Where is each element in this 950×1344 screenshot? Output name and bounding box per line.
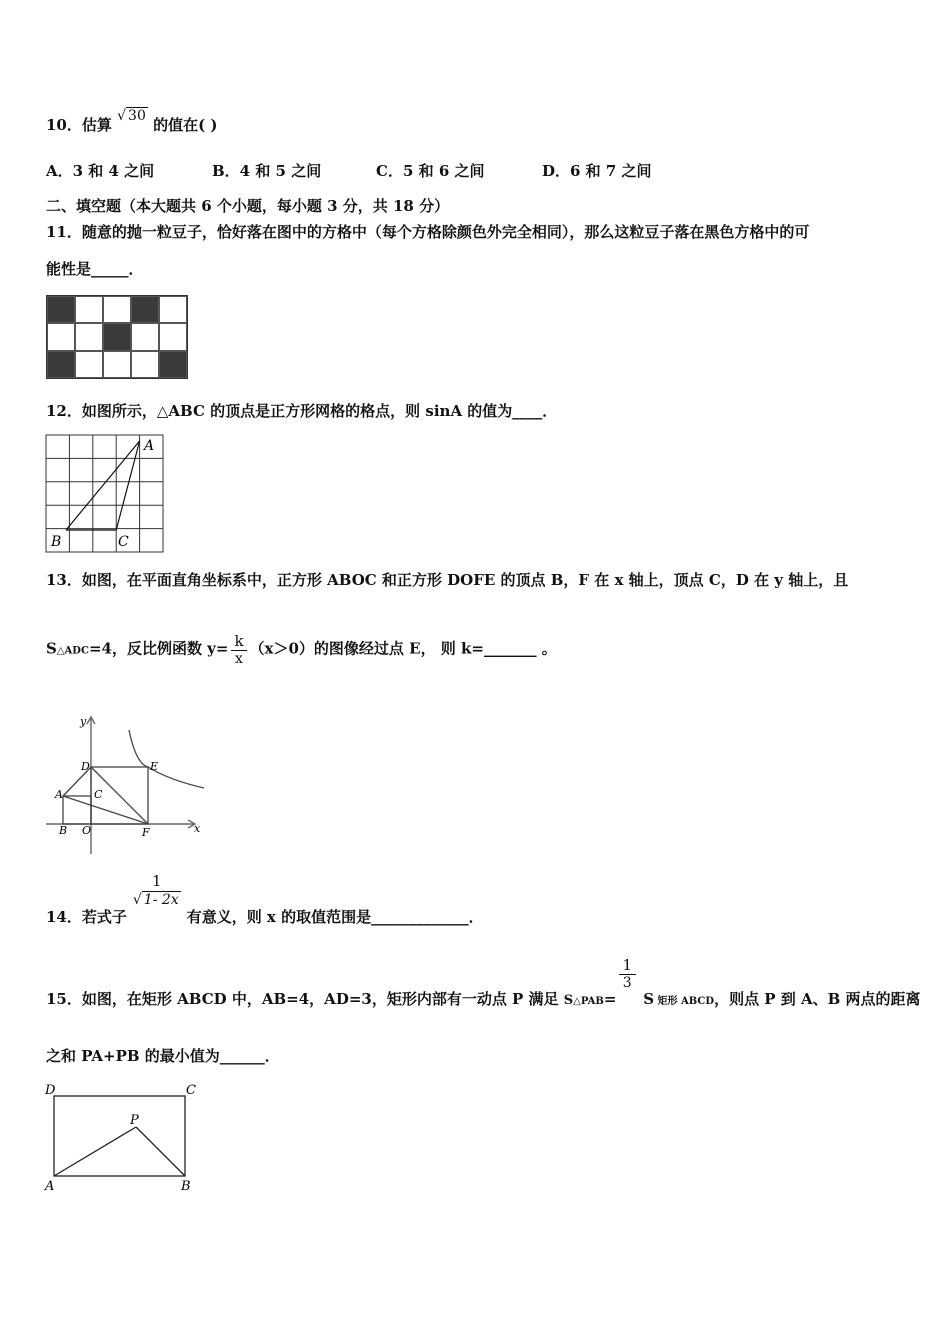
- q13-equation: =4，反比例函数 y=: [88, 639, 229, 658]
- q14-radicand: 1- 2x: [143, 892, 179, 908]
- s-symbol: S: [46, 639, 57, 658]
- q14-suffix: 有意义，则 x 的取值范围是_____________．: [186, 908, 484, 926]
- q10-radicand: 30: [128, 108, 146, 124]
- axis-label-x: x: [194, 822, 201, 835]
- axis-label-y: y: [80, 715, 87, 728]
- fraction-numerator: 1: [152, 872, 162, 890]
- q15-stem-line2: 之和 PA+PB 的最小值为______．: [46, 1047, 280, 1065]
- q11-stem-line1: 11．随意的抛一粒豆子，恰好落在图中的方格中（每个方格除颜色外完全相同），那么这粒豆子落在黑色方格中的可: [46, 223, 810, 241]
- grid-cell-white: [75, 296, 103, 323]
- q13-tail: （x＞0）的图像经过点 E， 则 k=_______ 。: [249, 639, 557, 658]
- label-a: A: [45, 1179, 55, 1194]
- fraction-one-over-sqrt: [129, 872, 185, 908]
- grid-cell-white: [75, 351, 103, 378]
- q10-option-d: D．6 和 7 之间: [542, 162, 652, 180]
- rectangle-figure: [44, 1080, 204, 1194]
- q15-stem-line1: [46, 956, 921, 1008]
- q15-prefix: 15．如图，在矩形 ABCD 中，AB=4，AD=3，矩形内部有一动点 P 满足: [46, 989, 564, 1008]
- fraction-k-over-x: [230, 632, 247, 667]
- grid-cell-black: [47, 351, 75, 378]
- q14-stem: [46, 872, 484, 926]
- grid-cell-white: [47, 323, 75, 350]
- grid-cell-white: [75, 323, 103, 350]
- s-symbol: S: [563, 992, 574, 1008]
- q13-stem-line1: 13．如图，在平面直角坐标系中，正方形 ABOC 和正方形 DOFE 的顶点 B，F 在 x 轴上，顶点 C，D 在 y 轴上，且: [46, 571, 849, 589]
- fraction-numerator: 1: [622, 956, 632, 974]
- grid-cell-white: [159, 323, 187, 350]
- q11-stem-line2: 能性是_____．: [46, 260, 144, 278]
- hyperbola-curve: [129, 730, 204, 788]
- label-d: D: [81, 760, 90, 773]
- label-e: E: [150, 760, 159, 773]
- s-symbol: S: [638, 989, 655, 1008]
- sqrt-expression: √ 30: [117, 108, 146, 124]
- q10-option-c: C．5 和 6 之间: [376, 162, 485, 180]
- grid-cell-white: [103, 351, 131, 378]
- label-b: B: [59, 824, 68, 837]
- coordinate-figure: [44, 712, 214, 858]
- s-subscript: △PAB: [573, 995, 604, 1007]
- segment-ab: [66, 441, 140, 530]
- label-a: A: [144, 438, 155, 454]
- segment-pa: [54, 1127, 136, 1176]
- s-subscript: △ADC: [56, 645, 89, 657]
- triangle-grid-figure: [44, 433, 166, 555]
- fraction-one-third: [618, 956, 636, 991]
- q15-suffix: ，则点 P 到 A、B 两点的距离: [714, 989, 921, 1008]
- equals-sign: =: [603, 989, 617, 1008]
- grid-cell-black: [131, 296, 159, 323]
- label-c: C: [94, 788, 103, 801]
- q12-stem: 12．如图所示，△ABC 的顶点是正方形网格的格点，则 sinA 的值为____．: [46, 402, 558, 420]
- q14-prefix: 14．若式子: [46, 908, 127, 926]
- label-p: P: [130, 1113, 139, 1128]
- grid-cell-white: [131, 351, 159, 378]
- grid-cell-white: [131, 323, 159, 350]
- grid-cell-black: [47, 296, 75, 323]
- sqrt-expression: √ 1- 2x: [132, 892, 179, 908]
- q10-option-a: A．3 和 4 之间: [46, 162, 155, 180]
- section2-heading: 二、填空题（本大题共 6 个小题，每小题 3 分，共 18 分）: [46, 197, 450, 215]
- q10-prefix: 10．估算: [46, 116, 112, 134]
- fraction-numerator: k: [234, 632, 244, 650]
- fraction-denominator: 3: [619, 974, 636, 991]
- label-b: B: [181, 1179, 191, 1194]
- q10-suffix: 的值在( ): [153, 116, 218, 134]
- label-f: F: [142, 826, 150, 839]
- fraction-denominator: [129, 890, 185, 908]
- label-a: A: [55, 788, 63, 801]
- grid-cell-white: [159, 296, 187, 323]
- q10-option-b: B．4 和 5 之间: [212, 162, 322, 180]
- checker-grid-figure: [46, 295, 188, 379]
- label-c: C: [118, 534, 129, 550]
- segment-pb: [136, 1127, 185, 1176]
- label-o: O: [82, 824, 92, 837]
- label-d: D: [45, 1083, 56, 1098]
- label-b: B: [51, 534, 62, 550]
- q13-stem-line2: [46, 632, 557, 667]
- grid-cell-black: [103, 323, 131, 350]
- fraction-denominator: x: [231, 650, 247, 667]
- q10-stem: [46, 108, 218, 135]
- grid-cell-black: [159, 351, 187, 378]
- s-subscript: 矩形 ABCD: [654, 995, 715, 1007]
- grid-cell-white: [103, 296, 131, 323]
- label-c: C: [186, 1083, 196, 1098]
